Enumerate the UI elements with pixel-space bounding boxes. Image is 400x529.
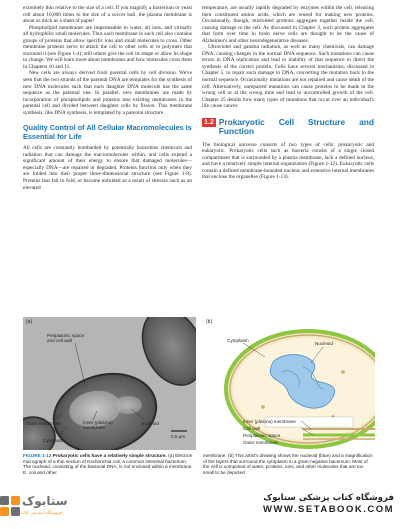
body-paragraph: The biological universe consists of two types of cells: prokaryotic and eukaryotic. Prokaryotic cells such as bacteria consist of a single closed compartment that is surrounded by a plasma membrane, lack a defined nucleus, and have a relatively simple internal organization (Figure 1-12). Eukaryotic cells contain a defined membrane-bounded nucleus and extensive internal membranes that enclose the organelles (Figure 1-13). bbox=[202, 141, 374, 181]
figure-label: FIGURE 1-12 bbox=[23, 453, 52, 458]
body-paragraph: New cells are always derived from parental cells by cell division. We've seen that the two strands of the parental DNA are templates for the synthesis of new DNA molecules such that each daughter DNA molecule has the same sequence as the parental one. In parallel, new membranes are made by incorporation of phospholipids and proteins into existing membranes in the parental cell and divided between daughter cells by fission. This membrane synthesis, like DNA synthesis, is templated by a parental structure. bbox=[23, 70, 192, 116]
left-column bbox=[23, 5, 192, 191]
label-nucleoid: Nucleoid bbox=[141, 421, 159, 426]
figure-caption-left bbox=[23, 453, 196, 475]
label-cytoplasm: Cytoplasm bbox=[43, 438, 65, 443]
footer-store-name: فروشگاه کتاب پزشکی ستابوک bbox=[263, 493, 394, 503]
scale-bar-label: 0.5 μm bbox=[171, 434, 186, 439]
figure-caption-right: membrane. (b) This artist's drawing shows the nucleoid (blue) and a magnification of the layers that surround the cytoplasm in a gram-negative bacterium. Most of the cell is composed of water, proteins, ions, and other molecules that are too small to be depicted bbox=[203, 453, 373, 475]
section-number-badge: 1.2 bbox=[204, 118, 214, 126]
bacterium-drawing-panel bbox=[203, 317, 375, 450]
section-title: Prokaryotic Cell Structure and Function bbox=[218, 116, 374, 137]
section-heading: Quality Control of All Cellular Macromolecules Is Essential for Life bbox=[23, 123, 192, 141]
figure-caption-text: (a) Electron micrograph of a thin section of Escherichia coli, a common intestinal bacterium. The nucleoid, consisting of the bacterial DNA, is not enclosed within a membrane. E. coli and other bbox=[23, 453, 193, 475]
label-nucleoid-b: Nucleoid bbox=[315, 341, 333, 346]
footer-url[interactable]: WWW.SETABOOK.COM bbox=[263, 504, 394, 515]
figure-caption-title: Prokaryotic cells have a relatively simple structure. bbox=[52, 453, 167, 458]
setabook-logo bbox=[0, 492, 80, 524]
logo-text: ستابوک bbox=[22, 494, 68, 508]
label-periplasmic-b: Periplasmic space bbox=[243, 433, 281, 438]
footer-store-info bbox=[194, 493, 394, 516]
label-cytoplasm-b: Cytoplasm bbox=[227, 338, 249, 343]
section-header bbox=[202, 118, 374, 137]
electron-micrograph-panel bbox=[23, 317, 196, 450]
panel-b-letter: (b) bbox=[206, 319, 213, 325]
body-paragraph: All cells are constantly bombarded by potentially hazardous chemicals and radiation that can damage the macromolecules within, and cells expend a significant amount of their energy to ensure that damaged molecules—especially DNA—are repaired or degraded. Proteins function only when they are folded into their proper three-dimensional structure (see Figure 1-8). Proteins that fail to fold, or become unfolded as a result of stresses such as an elevated bbox=[23, 145, 192, 191]
body-paragraph: extremely thin relative to the size of a cell. If you magnify a bacterium or yeast cell about 10,000 times to the size of a soccer ball, the plasma membrane is about as thick as a sheet of paper! bbox=[23, 5, 192, 25]
logo-subtext: فروشگاه اینترنتی کتاب bbox=[20, 511, 62, 516]
label-outer-membrane-b: Outer membrane bbox=[243, 440, 278, 445]
bacterium-drawing bbox=[203, 317, 375, 450]
right-column bbox=[202, 5, 374, 181]
label-inner-membrane-b: Inner (plasma) membrane bbox=[243, 419, 296, 424]
body-paragraph: temperature, are usually rapidly degraded by enzymes within the cell, releasing their constituent amino acids, which are reused for making new proteins. Occasionally, though, misfolded proteins aggregate together inside the cell, causing damage to the cell. As discussed in Chapter 3, such protein aggregates that form over time in brain nerve cells are thought to be the cause of Alzheimer's and other neurodegenerative diseases. bbox=[202, 5, 374, 44]
panel-a-letter: (a) bbox=[26, 319, 33, 325]
label-outer-membrane: Outer membrane bbox=[26, 421, 61, 426]
figure-1-12 bbox=[23, 317, 375, 499]
label-cell-wall-b: Cell wall bbox=[243, 426, 261, 431]
label-periplasmic-space: Periplasmic space and cell wall bbox=[47, 333, 85, 344]
label-inner-membrane: Inner (plasma) membrane bbox=[83, 420, 113, 431]
body-paragraph: Phospholipid membranes are impermeable to water, all ions, and virtually all hydrophilic small molecules. Thus each membrane in each cell also contains groups of proteins that allow specific ions and small molecules to cross. Other membrane proteins serve to attach the cell to other cells or to polymers that surround it (see Figure 1-4); still others give the cell its shape or allow its shape to change. We will learn more about membranes and how molecules cross them in Chapters 10 and 11. bbox=[23, 24, 192, 70]
body-paragraph: Ultraviolet and gamma radiation, as well as many chemicals, can damage DNA, causing changes in the normal DNA sequence. Such mutations can cause errors in DNA replication and lead to inability of that sequence to direct the synthesis of the correct protein. Cells have several mechanisms, discussed in Chapter 5, to repair such damage to DNA, converting the mutation back to the normal sequence. Occasionally mutations are not repaired and cause death of the cell. Alternatively, unrepaired mutations can cause proteins to be made in the wrong cell or at the wrong time and lead to uncontrolled growth of the cell. Chapter 25 details how many types of mutations that occur over an individual's life cause cancer. bbox=[202, 44, 374, 110]
